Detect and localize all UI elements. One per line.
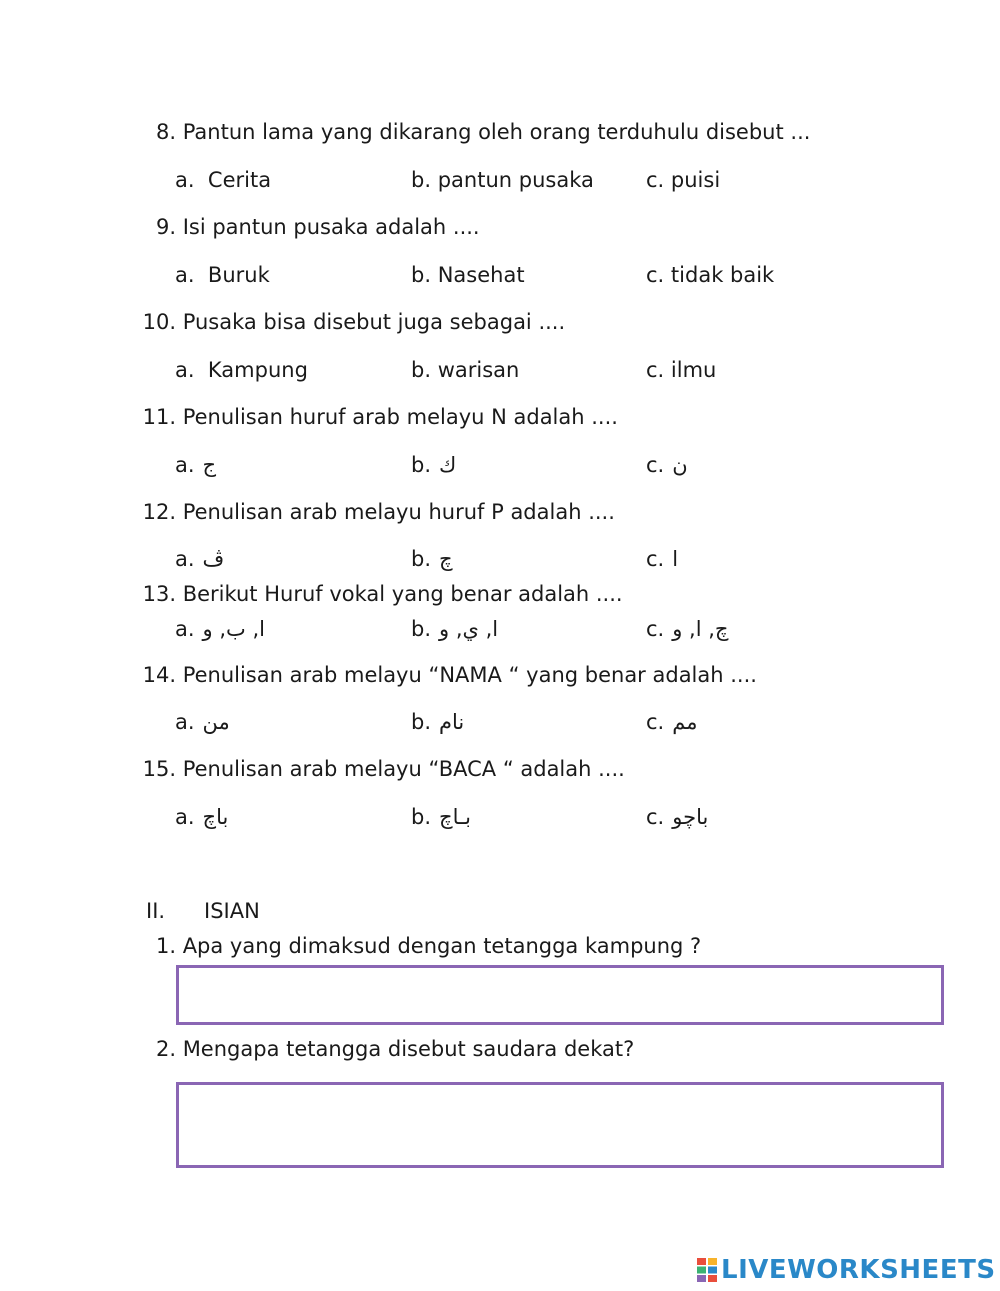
options-8 [175,168,895,198]
question-10 [140,310,820,334]
option-b[interactable]: b. بـاچ [411,805,471,829]
question-text: Berikut Huruf vokal yang benar adalah .... [182,582,623,606]
option-b[interactable]: b. warisan [411,358,520,382]
option-c[interactable]: c. باچو [646,805,709,829]
option-a[interactable]: a. باچ [175,805,229,829]
option-a[interactable]: a. Kampung [175,358,308,382]
logo-blocks-icon [697,1258,717,1282]
question-14 [140,663,820,687]
section-number: II. [146,899,166,923]
option-c[interactable]: c. ا [646,547,679,571]
option-b[interactable]: b. ك [411,453,457,477]
question-number: 1. [155,934,176,958]
options-13 [175,617,895,647]
question-text: Penulisan arab melayu “NAMA “ yang benar adalah .... [182,663,757,687]
question-text: Isi pantun pusaka adalah .... [182,215,480,239]
option-a[interactable]: a. Buruk [175,263,270,287]
question-8 [140,120,820,144]
question-number: 9. [155,215,176,239]
options-12 [175,547,895,577]
question-15 [140,757,820,781]
question-13 [140,582,820,606]
option-a[interactable]: a. ڤ [175,547,225,571]
question-text: Mengapa tetangga disebut saudara dekat? [182,1037,635,1061]
question-text: Pusaka bisa disebut juga sebagai .... [182,310,566,334]
option-a[interactable]: a. Cerita [175,168,272,192]
option-b[interactable]: b. pantun pusaka [411,168,594,192]
option-b[interactable]: b. نام [411,710,465,734]
section-heading [146,899,260,923]
question-number: 15. [142,757,176,781]
option-c[interactable]: c. tidak baik [646,263,775,287]
option-c[interactable]: c. puisi [646,168,721,192]
question-text: Penulisan arab melayu “BACA “ adalah .... [182,757,625,781]
question-text: Penulisan huruf arab melayu N adalah .... [182,405,618,429]
section-title: ISIAN [204,899,260,923]
question-number: 10. [142,310,176,334]
question-11 [140,405,820,429]
question-text: Apa yang dimaksud dengan tetangga kampung ? [182,934,702,958]
question-number: 12. [142,500,176,524]
option-c[interactable]: c. ilmu [646,358,717,382]
option-c[interactable]: c. ن [646,453,688,477]
option-b[interactable]: b. چ [411,547,453,571]
option-c[interactable]: c. چ, ا, و [646,617,729,641]
options-11 [175,453,895,483]
question-number: 14. [142,663,176,687]
question-text: Penulisan arab melayu huruf P adalah .... [182,500,615,524]
question-number: 13. [142,582,176,606]
option-a[interactable]: a. ا, ب, و [175,617,265,641]
question-number: 11. [142,405,176,429]
logo-text: LIVEWORKSHEETS [721,1255,996,1285]
option-c[interactable]: c. مم [646,710,698,734]
options-10 [175,358,895,388]
option-b[interactable]: b. Nasehat [411,263,525,287]
essay-question-2 [140,1037,820,1061]
question-text: Pantun lama yang dikarang oleh orang terduhulu disebut ... [182,120,811,144]
question-9 [140,215,820,239]
question-number: 2. [155,1037,176,1061]
option-b[interactable]: b. ا, ي, و [411,617,499,641]
options-14 [175,710,895,740]
option-a[interactable]: a. ج [175,453,217,477]
liveworksheets-logo [697,1255,996,1285]
options-9 [175,263,895,293]
option-a[interactable]: a. من [175,710,230,734]
answer-input-2[interactable] [176,1082,944,1168]
options-15 [175,805,895,835]
essay-question-1 [140,934,820,958]
question-number: 8. [155,120,176,144]
answer-input-1[interactable] [176,965,944,1025]
question-12 [140,500,820,524]
